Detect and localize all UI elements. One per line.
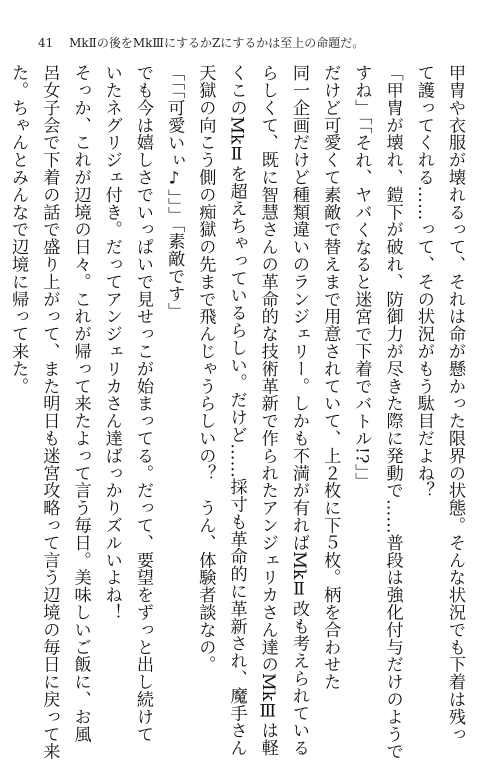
text-column: て護ってくれる……って、その状況がもう駄目だよね？ (413, 64, 434, 499)
text-column: でも今は嬉しさでいっぱいで見せっこが始まってる。だって、要望をずっと出し続けて (132, 64, 153, 743)
text-column: 天獄の向こう側の痴獄の先まで飛んじゃうらしいの？ うん、体験者談なの。 (195, 64, 216, 673)
running-title: MkⅡの後をMkⅢにするかZにするかは至上の命題だ。 (69, 36, 365, 50)
text-column: らしくて、既に智慧さんの革命的な技術革新で作られたアンジェリカさん達のMkⅢは軽 (257, 64, 278, 757)
vertical-body-text (8, 64, 470, 760)
text-column: くこのMkⅡを超えちゃっているらしい。だけど……採寸も革命的に革新され、魔手さん (226, 64, 247, 757)
text-column: 呂女子会で下着の話で盛り上がって、また明日も迷宮攻略って言う辺境の毎日に戻って来 (39, 64, 60, 760)
text-column: いたネグリジェ付き。だってアンジェリカさん達ばっかりズルいよね！ (101, 64, 122, 621)
text-column: すね」「「それ、ヤバくなると迷宮で下着でバトル!?」」 (351, 64, 372, 490)
text-column: た。ちゃんとみんなで辺境に帰って来た。 (8, 64, 29, 395)
text-column (0, 64, 2, 684)
text-column: だけど可愛くて素敵で替えまで用意されていて、上２枚に下５枚。柄を合わせた (320, 64, 341, 691)
text-column: そっか、これが辺境の日々。これが帰って来たよって言う毎日。美味しいご飯に、お風 (70, 64, 91, 743)
page-number: 41 (38, 36, 54, 50)
text-column: 甲冑や衣服が壊れるって、それは命が懸かった限界の状態。そんな状況でも下着は残っ (445, 64, 465, 743)
text-column: 「「「可愛いぃ♪」」」「素敵です」 (164, 64, 185, 320)
running-header (38, 34, 468, 51)
text-column: 「甲冑が壊れ、鎧下が破れ、防御力が尽きた際に発動で……普段は強化付与だけのようで (382, 64, 403, 760)
text-column: 同一企画だけど種類違いのランジェリー。しかも不満が有ればMkⅡ改も考えられている (288, 64, 309, 757)
